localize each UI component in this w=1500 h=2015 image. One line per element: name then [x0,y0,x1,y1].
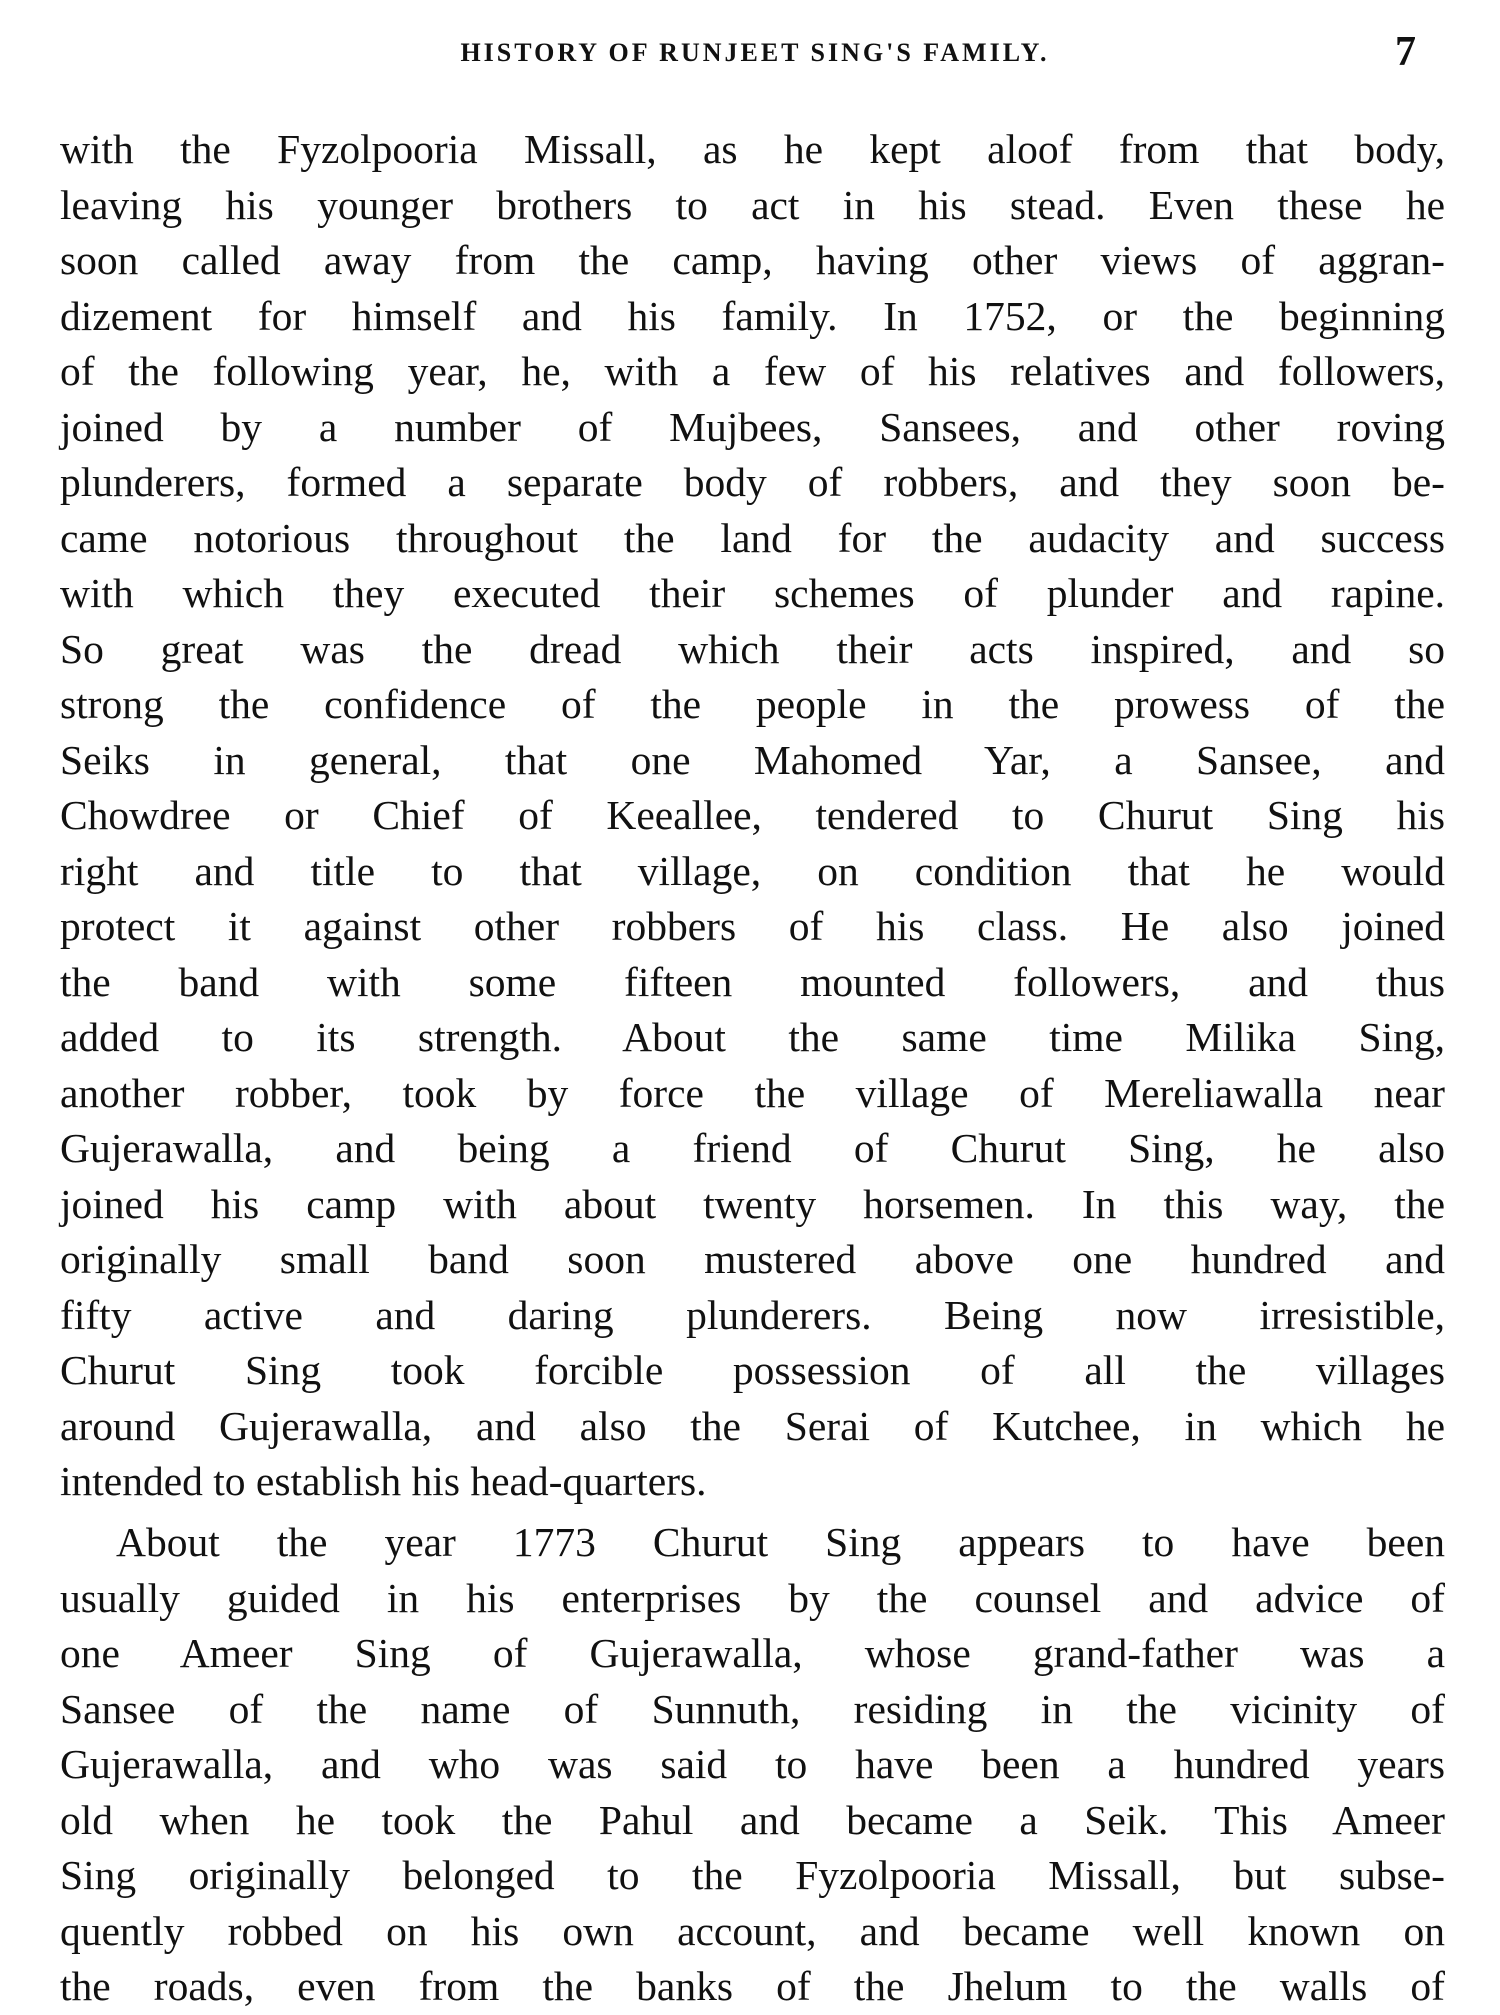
text-line: added to its strength. About the same time Milika Sing, [60,1014,1445,1060]
text-line: So great was the dread which their acts inspired, and so [60,625,1445,672]
text-line: usually guided in his enterprises by the counsel and advice of [60,1574,1445,1621]
text-line: joined his camp with about twenty horsemen. In this way, the [60,1180,1445,1227]
text-line: plunderers, formed a separate body of robbers, and they soon be- [60,459,1445,505]
text-line: around Gujerawalla, and also the Serai of Kutchee, in which he [60,1402,1445,1449]
text-line: joined by a number of Mujbees, Sansees, and other roving [60,403,1445,450]
text-line: old when he took the Pahul and became a Seik. This Ameer [60,1796,1445,1843]
text-line: another robber, took by force the village of Mereliawalla near [60,1069,1445,1116]
text-line: quently robbed on his own account, and became well known on [60,1907,1445,1954]
text-line: the band with some fifteen mounted followers, and thus [60,958,1445,1005]
paragraph-2 [60,1515,1445,2015]
text-line: right and title to that village, on condition that he would [60,847,1445,894]
text-line: protect it against other robbers of his class. He also joined [60,903,1445,949]
running-head-title: HISTORY OF RUNJEET SING'S FAMILY. [460,38,1050,67]
text-line: strong the confidence of the people in the prowess of the [60,681,1445,727]
text-line: the roads, even from the banks of the Jhelum to the walls of [60,1963,1445,2009]
text-line: Gujerawalla, and being a friend of Churut Sing, he also [60,1125,1445,1171]
text-line: leaving his younger brothers to act in his stead. Even these he [60,181,1445,228]
text-line: one Ameer Sing of Gujerawalla, whose grand-father was a [60,1630,1445,1676]
text-line: originally small band soon mustered above one hundred and [60,1236,1445,1282]
text-line: Gujerawalla, and who was said to have been a hundred years [60,1741,1445,1787]
text-line: with the Fyzolpooria Missall, as he kept aloof from that body, [60,126,1445,172]
page-number: 7 [1395,29,1416,75]
text-line: intended to establish his head-quarters. [60,1458,707,1504]
text-line: came notorious throughout the land for the audacity and success [60,514,1445,561]
text-line: dizement for himself and his family. In 1752, or the beginning [60,292,1445,339]
text-line: fifty active and daring plunderers. Being now irresistible, [60,1291,1445,1338]
paragraph-1 [60,122,1445,1510]
text-line: Chowdree or Chief of Keeallee, tendered to Churut Sing his [60,792,1445,838]
text-line: of the following year, he, with a few of his relatives and followers, [60,348,1445,394]
text-line: soon called away from the camp, having other views of aggran- [60,237,1445,283]
text-line: with which they executed their schemes of plunder and rapine. [60,570,1445,616]
text-line: Sing originally belonged to the Fyzolpooria Missall, but subse- [60,1852,1445,1898]
text-line: Churut Sing took forcible possession of all the villages [60,1347,1445,1393]
text-line: Sansee of the name of Sunnuth, residing in the vicinity of [60,1685,1445,1732]
text-line: Seiks in general, that one Mahomed Yar, a Sansee, and [60,736,1445,783]
text-line: About the year 1773 Churut Sing appears to have been [116,1519,1445,1565]
